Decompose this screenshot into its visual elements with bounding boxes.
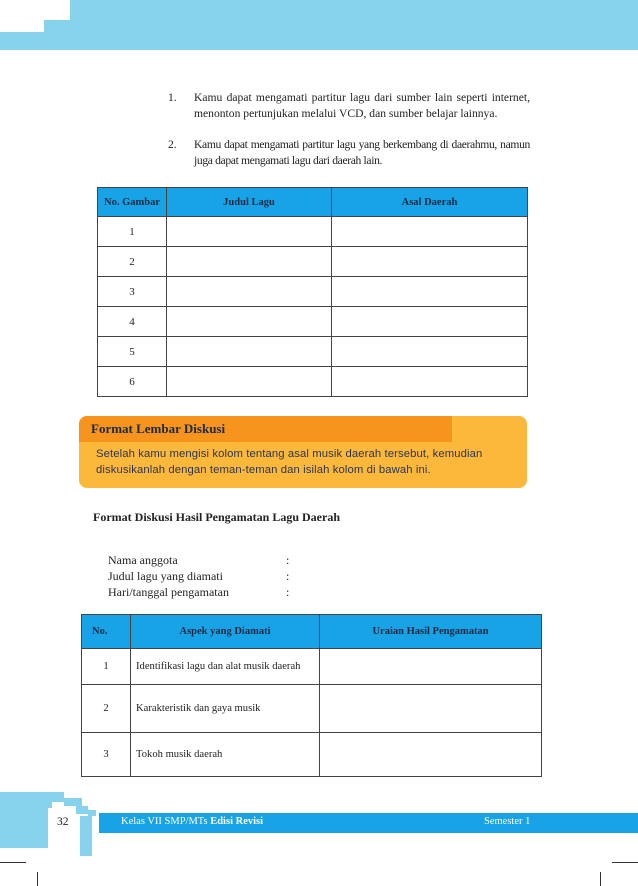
asal-daerah-cell[interactable]	[332, 277, 528, 307]
field-label-judul: Judul lagu yang diamati	[108, 569, 223, 583]
aspek-cell: Karakteristik dan gaya musik	[131, 685, 320, 733]
table-row	[82, 649, 542, 685]
instruction-item	[168, 137, 530, 169]
discussion-title: Format Diskusi Hasil Pengamatan Lagu Daerah	[93, 510, 341, 524]
header-band-notch	[0, 0, 70, 20]
header-no: No.	[82, 615, 131, 649]
discussion-format-title: Format Lembar Diskusi	[91, 421, 226, 436]
instruction-item	[168, 90, 530, 122]
instruction-text: Kamu dapat mengamati partitur lagu yang berkembang di daerahmu, namun juga dapat mengamati lagu dari daerah lain.	[194, 138, 530, 167]
judul-lagu-cell[interactable]	[167, 247, 332, 277]
asal-daerah-cell[interactable]	[332, 337, 528, 367]
header-judul-lagu: Judul Lagu	[167, 188, 332, 217]
header-uraian: Uraian Hasil Pengamatan	[320, 615, 542, 649]
footer-edition: Edisi Revisi	[210, 816, 264, 827]
crop-mark	[612, 862, 638, 863]
aspek-cell: Identifikasi lagu dan alat musik daerah	[131, 649, 320, 685]
uraian-cell[interactable]	[320, 685, 542, 733]
header-no-gambar: No. Gambar	[98, 188, 167, 217]
header-band	[0, 0, 638, 50]
header-asal-daerah: Asal Daerah	[332, 188, 528, 217]
footer-book: Kelas VII SMP/MTs	[121, 816, 208, 827]
table-row	[98, 277, 528, 307]
crop-mark	[0, 862, 26, 863]
footer-book-title	[121, 816, 263, 827]
judul-lagu-cell[interactable]	[167, 367, 332, 397]
instruction-number: 1.	[168, 91, 177, 104]
row-number: 5	[98, 337, 167, 367]
asal-daerah-cell[interactable]	[332, 307, 528, 337]
table-row	[98, 337, 528, 367]
crop-mark	[37, 872, 38, 886]
row-number: 4	[98, 307, 167, 337]
row-number: 6	[98, 367, 167, 397]
discussion-format-body: Setelah kamu mengisi kolom tentang asal musik daerah tersebut, kemudian diskusikanlah dengan teman-teman dan isilah kolom di bawah ini.	[96, 448, 483, 476]
table-row	[98, 307, 528, 337]
decor-pixel	[76, 806, 88, 814]
decor-pixel	[0, 792, 64, 802]
table-row	[98, 367, 528, 397]
field-label-tanggal: Hari/tanggal pengamatan	[108, 585, 229, 599]
instruction-number: 2.	[168, 138, 177, 151]
row-number: 2	[82, 685, 131, 733]
header-band-notch	[0, 20, 44, 32]
decor-pixel	[64, 798, 82, 806]
uraian-cell[interactable]	[320, 649, 542, 685]
header-aspek: Aspek yang Diamati	[131, 615, 320, 649]
table-header-row	[98, 188, 528, 217]
judul-lagu-cell[interactable]	[167, 337, 332, 367]
aspek-cell: Tokoh musik daerah	[131, 733, 320, 777]
table-row	[82, 733, 542, 777]
field-colon: :	[286, 569, 290, 583]
table-header-row	[82, 615, 542, 649]
song-origin-table	[97, 187, 528, 397]
row-number: 1	[82, 649, 131, 685]
decor-pixel	[80, 816, 92, 856]
table-row	[98, 217, 528, 247]
field-label-nama: Nama anggota	[108, 553, 178, 567]
row-number: 2	[98, 247, 167, 277]
footer-semester: Semester 1	[484, 816, 531, 827]
judul-lagu-cell[interactable]	[167, 277, 332, 307]
discussion-format-header	[79, 416, 452, 442]
asal-daerah-cell[interactable]	[332, 367, 528, 397]
row-number: 1	[98, 217, 167, 247]
page-number: 32	[57, 816, 69, 828]
crop-mark	[600, 872, 601, 886]
observation-table	[81, 614, 542, 777]
asal-daerah-cell[interactable]	[332, 247, 528, 277]
decor-pixel	[0, 808, 48, 848]
judul-lagu-cell[interactable]	[167, 217, 332, 247]
judul-lagu-cell[interactable]	[167, 307, 332, 337]
instruction-text: Kamu dapat mengamati partitur lagu dari sumber lain seperti internet, menonton pertunjukan melalui VCD, dan sumber belajar lainnya.	[194, 91, 530, 120]
table-row	[98, 247, 528, 277]
field-colon: :	[286, 585, 290, 599]
table-row	[82, 685, 542, 733]
asal-daerah-cell[interactable]	[332, 217, 528, 247]
uraian-cell[interactable]	[320, 733, 542, 777]
field-colon: :	[286, 553, 290, 567]
row-number: 3	[82, 733, 131, 777]
row-number: 3	[98, 277, 167, 307]
